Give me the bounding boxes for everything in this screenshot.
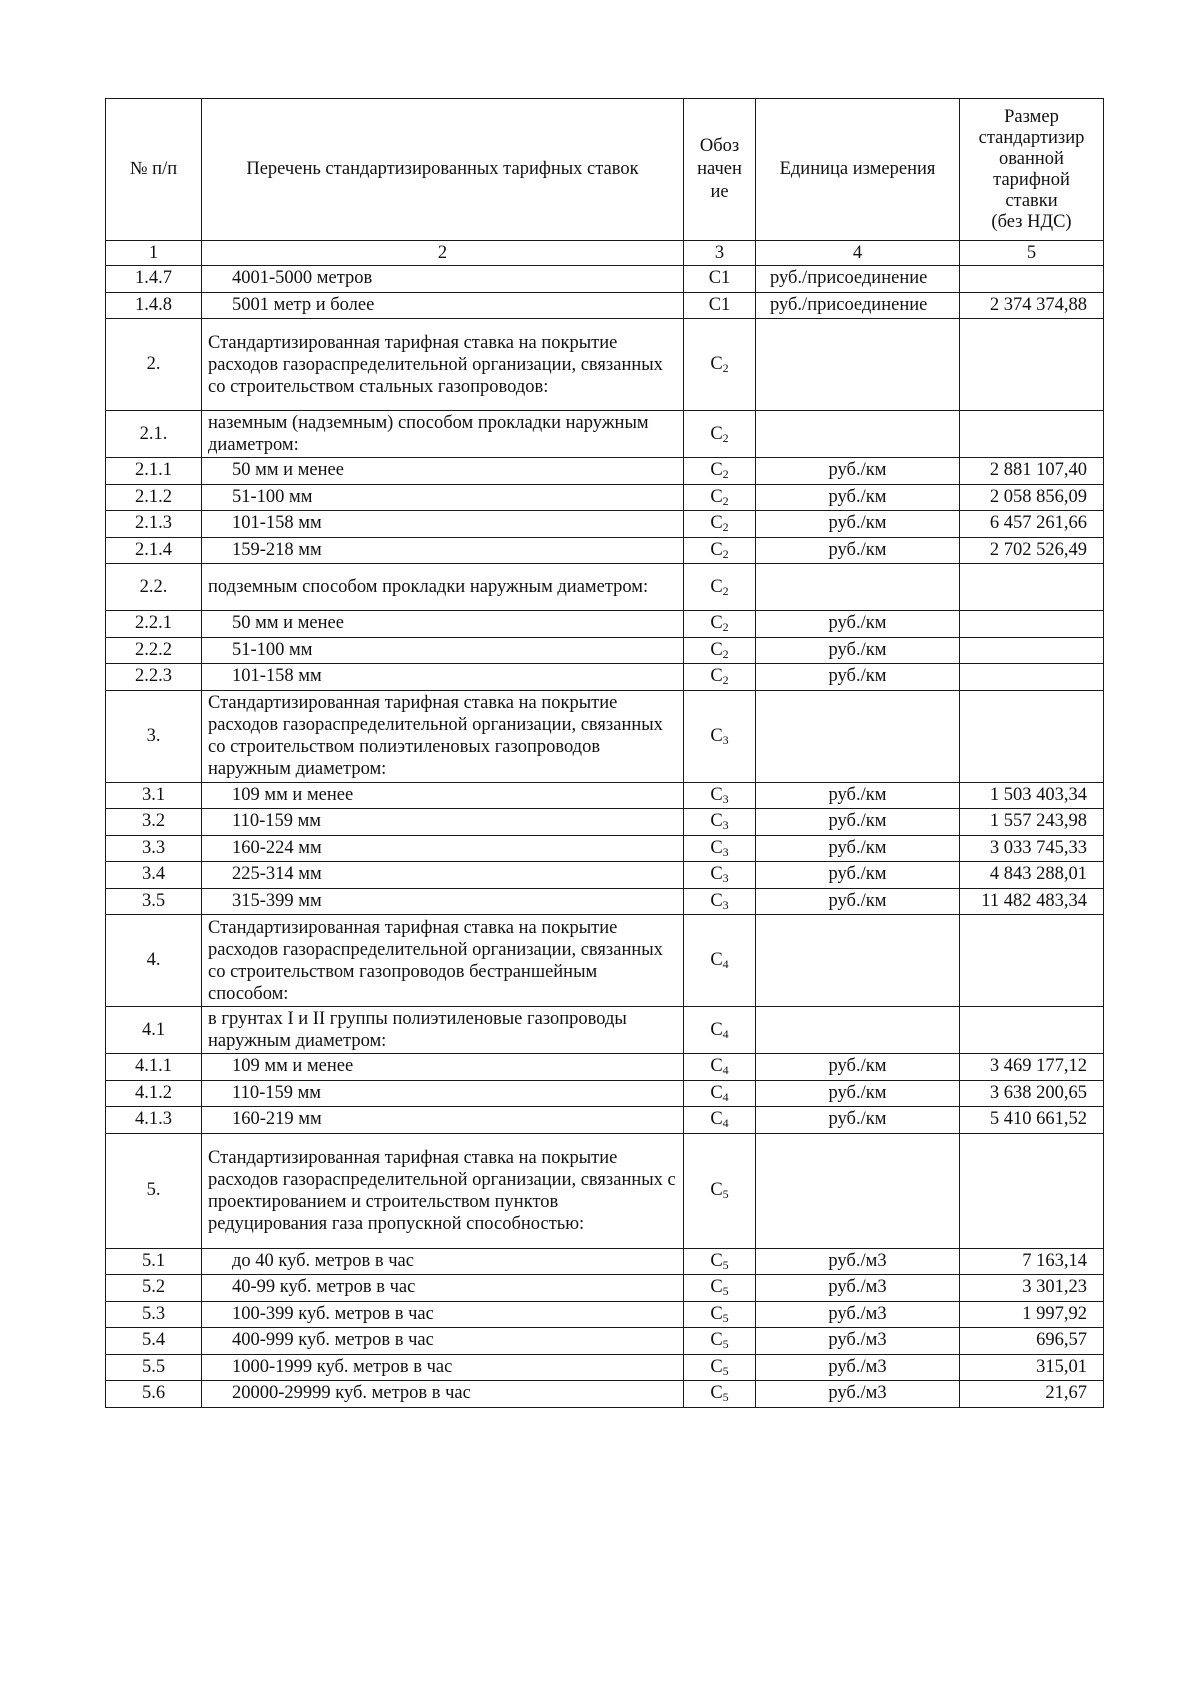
table-row xyxy=(106,292,1104,319)
rate-value xyxy=(960,664,1104,691)
rate-value: 1 557 243,98 xyxy=(960,809,1104,836)
table-row xyxy=(106,664,1104,691)
unit-of-measure xyxy=(756,1007,960,1054)
rate-value xyxy=(960,690,1104,782)
rate-designation xyxy=(684,292,756,319)
table-row xyxy=(106,458,1104,485)
row-number: 4. xyxy=(106,915,202,1007)
designation-letter: C xyxy=(710,1109,723,1130)
designation-letter: C xyxy=(710,576,723,597)
rate-name: 4001-5000 метров xyxy=(202,266,684,293)
rate-designation xyxy=(684,611,756,638)
rate-value xyxy=(960,411,1104,458)
subsection-row xyxy=(106,564,1104,611)
rate-designation xyxy=(684,782,756,809)
section-row xyxy=(106,915,1104,1007)
designation-subscript: 5 xyxy=(722,1337,729,1352)
unit-of-measure: руб./км xyxy=(756,1080,960,1107)
rate-value: 2 374 374,88 xyxy=(960,292,1104,319)
row-number: 4.1 xyxy=(106,1007,202,1054)
unit-of-measure: руб./присоединение xyxy=(756,266,960,293)
designation-letter: C xyxy=(710,666,723,687)
rate-designation xyxy=(684,1381,756,1408)
unit-of-measure xyxy=(756,564,960,611)
column-number: 1 xyxy=(106,241,202,266)
designation-letter: C xyxy=(710,423,723,444)
rate-name: 50 мм и менее xyxy=(202,611,684,638)
rate-name: 40-99 куб. метров в час xyxy=(202,1275,684,1302)
table-row xyxy=(106,1248,1104,1275)
designation-subscript: 2 xyxy=(722,673,729,688)
rate-value xyxy=(960,266,1104,293)
designation-subscript: 4 xyxy=(722,1116,729,1131)
rate-name: подземным способом прокладки наружным диаметром: xyxy=(202,564,684,611)
row-number: 1.4.7 xyxy=(106,266,202,293)
rate-name: Стандартизированная тарифная ставка на покрытие расходов газораспределительной организации, связанных со строительством стальных газопроводов: xyxy=(202,319,684,411)
designation-letter: C xyxy=(710,486,723,507)
rate-value xyxy=(960,915,1104,1007)
designation-letter: C xyxy=(710,1056,723,1077)
designation-letter: C xyxy=(710,639,723,660)
rate-name: 101-158 мм xyxy=(202,511,684,538)
subsection-row xyxy=(106,1007,1104,1054)
unit-of-measure: руб./км xyxy=(756,458,960,485)
unit-of-measure xyxy=(756,690,960,782)
row-number: 3.3 xyxy=(106,835,202,862)
rate-value xyxy=(960,319,1104,411)
header-col-designation: Обоз начен ие xyxy=(684,99,756,241)
table-row xyxy=(106,809,1104,836)
rate-name: 160-224 мм xyxy=(202,835,684,862)
table-row xyxy=(106,1275,1104,1302)
row-number: 5.1 xyxy=(106,1248,202,1275)
column-number: 3 xyxy=(684,241,756,266)
rate-designation xyxy=(684,319,756,411)
table-row xyxy=(106,637,1104,664)
designation-letter: C xyxy=(710,864,723,885)
designation-letter: C xyxy=(710,784,723,805)
rate-name: 225-314 мм xyxy=(202,862,684,889)
unit-of-measure xyxy=(756,1133,960,1248)
designation-subscript: 2 xyxy=(722,467,729,482)
rate-designation xyxy=(684,1054,756,1081)
tariff-rates-table xyxy=(105,98,1104,1408)
unit-of-measure: руб./м3 xyxy=(756,1301,960,1328)
column-number: 5 xyxy=(960,241,1104,266)
table-row xyxy=(106,484,1104,511)
designation-subscript: 5 xyxy=(722,1284,729,1299)
row-number: 2.2.2 xyxy=(106,637,202,664)
rate-value: 7 163,14 xyxy=(960,1248,1104,1275)
designation-letter: C xyxy=(710,460,723,481)
unit-of-measure: руб./км xyxy=(756,664,960,691)
rate-value: 2 881 107,40 xyxy=(960,458,1104,485)
row-number: 2.1.4 xyxy=(106,537,202,564)
row-number: 3.4 xyxy=(106,862,202,889)
rate-name: 110-159 мм xyxy=(202,1080,684,1107)
rate-value: 3 638 200,65 xyxy=(960,1080,1104,1107)
rate-name: 51-100 мм xyxy=(202,637,684,664)
rate-designation xyxy=(684,809,756,836)
rate-designation xyxy=(684,690,756,782)
row-number: 2.2. xyxy=(106,564,202,611)
row-number: 5.2 xyxy=(106,1275,202,1302)
table-row xyxy=(106,782,1104,809)
row-number: 4.1.2 xyxy=(106,1080,202,1107)
header-col-rate: Размер стандартизир ованной тарифной ставки (без НДС) xyxy=(960,99,1104,241)
designation-letter: С1 xyxy=(708,294,731,315)
table-row xyxy=(106,1080,1104,1107)
rate-name: наземным (надземным) способом прокладки наружным диаметром: xyxy=(202,411,684,458)
section-row xyxy=(106,690,1104,782)
rate-name: 100-399 куб. метров в час xyxy=(202,1301,684,1328)
row-number: 4.1.3 xyxy=(106,1107,202,1134)
rate-value xyxy=(960,611,1104,638)
designation-subscript: 2 xyxy=(722,430,729,445)
designation-letter: C xyxy=(710,1303,723,1324)
designation-subscript: 3 xyxy=(722,844,729,859)
row-number: 2.1.2 xyxy=(106,484,202,511)
rate-designation xyxy=(684,664,756,691)
rate-name: 101-158 мм xyxy=(202,664,684,691)
rate-value: 3 469 177,12 xyxy=(960,1054,1104,1081)
rate-designation xyxy=(684,637,756,664)
unit-of-measure: руб./км xyxy=(756,835,960,862)
rate-designation xyxy=(684,1275,756,1302)
designation-letter: C xyxy=(710,1383,723,1404)
unit-of-measure: руб./м3 xyxy=(756,1275,960,1302)
row-number: 5.5 xyxy=(106,1354,202,1381)
rate-value: 11 482 483,34 xyxy=(960,888,1104,915)
designation-subscript: 4 xyxy=(722,1026,729,1041)
table-row xyxy=(106,888,1104,915)
rate-designation xyxy=(684,484,756,511)
table-row xyxy=(106,1328,1104,1355)
designation-subscript: 5 xyxy=(722,1310,729,1325)
rate-designation xyxy=(684,411,756,458)
rate-designation xyxy=(684,915,756,1007)
column-numbers-row xyxy=(106,241,1104,266)
rate-value: 696,57 xyxy=(960,1328,1104,1355)
row-number: 2.2.1 xyxy=(106,611,202,638)
rate-name: до 40 куб. метров в час xyxy=(202,1248,684,1275)
designation-subscript: 2 xyxy=(722,520,729,535)
table-row xyxy=(106,1301,1104,1328)
designation-subscript: 2 xyxy=(722,546,729,561)
designation-subscript: 4 xyxy=(722,1089,729,1104)
unit-of-measure: руб./км xyxy=(756,1107,960,1134)
rate-name: в грунтах I и II группы полиэтиленовые газопроводы наружным диаметром: xyxy=(202,1007,684,1054)
unit-of-measure: руб./км xyxy=(756,637,960,664)
rate-value: 2 058 856,09 xyxy=(960,484,1104,511)
designation-subscript: 4 xyxy=(722,1063,729,1078)
rate-value: 315,01 xyxy=(960,1354,1104,1381)
rate-value: 6 457 261,66 xyxy=(960,511,1104,538)
rate-designation xyxy=(684,888,756,915)
unit-of-measure: руб./км xyxy=(756,611,960,638)
designation-subscript: 4 xyxy=(722,957,729,971)
designation-letter: C xyxy=(710,811,723,832)
designation-letter: C xyxy=(710,725,723,746)
designation-subscript: 2 xyxy=(722,583,729,598)
designation-subscript: 2 xyxy=(722,361,729,375)
unit-of-measure: руб./м3 xyxy=(756,1328,960,1355)
rate-name: 51-100 мм xyxy=(202,484,684,511)
rate-designation xyxy=(684,266,756,293)
table-row xyxy=(106,266,1104,293)
unit-of-measure: руб./км xyxy=(756,1054,960,1081)
rate-value: 4 843 288,01 xyxy=(960,862,1104,889)
rate-designation xyxy=(684,862,756,889)
designation-letter: C xyxy=(710,1330,723,1351)
table-row xyxy=(106,511,1104,538)
rate-designation xyxy=(684,1007,756,1054)
rate-name: 109 мм и менее xyxy=(202,1054,684,1081)
rate-value: 3 301,23 xyxy=(960,1275,1104,1302)
designation-subscript: 2 xyxy=(722,620,729,635)
row-number: 4.1.1 xyxy=(106,1054,202,1081)
table-row xyxy=(106,1107,1104,1134)
designation-letter: C xyxy=(710,1019,723,1040)
table-row xyxy=(106,537,1104,564)
table-row xyxy=(106,1381,1104,1408)
designation-letter: С1 xyxy=(708,268,731,289)
rate-name: Стандартизированная тарифная ставка на покрытие расходов газораспределительной организации, связанных с проектированием и строительством пунктов редуцирования газа пропускной способностью: xyxy=(202,1133,684,1248)
row-number: 3. xyxy=(106,690,202,782)
designation-subscript: 5 xyxy=(722,1187,729,1201)
row-number: 2.2.3 xyxy=(106,664,202,691)
row-number: 5.3 xyxy=(106,1301,202,1328)
rate-name: 160-219 мм xyxy=(202,1107,684,1134)
rate-name: 20000-29999 куб. метров в час xyxy=(202,1381,684,1408)
row-number: 5.4 xyxy=(106,1328,202,1355)
designation-subscript: 5 xyxy=(722,1363,729,1378)
row-number: 2.1. xyxy=(106,411,202,458)
rate-name: 400-999 куб. метров в час xyxy=(202,1328,684,1355)
rate-value xyxy=(960,1133,1104,1248)
rate-name: 5001 метр и более xyxy=(202,292,684,319)
designation-letter: C xyxy=(710,613,723,634)
rate-name: 109 мм и менее xyxy=(202,782,684,809)
header-col-number: № п/п xyxy=(106,99,202,241)
unit-of-measure: руб./км xyxy=(756,484,960,511)
unit-of-measure xyxy=(756,915,960,1007)
designation-subscript: 5 xyxy=(722,1390,729,1405)
rate-designation xyxy=(684,1248,756,1275)
table-row xyxy=(106,1054,1104,1081)
designation-letter: C xyxy=(710,1356,723,1377)
designation-subscript: 3 xyxy=(722,818,729,833)
designation-subscript: 5 xyxy=(722,1257,729,1272)
row-number: 3.2 xyxy=(106,809,202,836)
table-row xyxy=(106,862,1104,889)
rate-value xyxy=(960,1007,1104,1054)
unit-of-measure: руб./км xyxy=(756,537,960,564)
unit-of-measure: руб./км xyxy=(756,809,960,836)
rate-designation xyxy=(684,564,756,611)
unit-of-measure: руб./присоединение xyxy=(756,292,960,319)
row-number: 3.5 xyxy=(106,888,202,915)
unit-of-measure: руб./км xyxy=(756,888,960,915)
unit-of-measure xyxy=(756,411,960,458)
subsection-row xyxy=(106,411,1104,458)
rate-designation xyxy=(684,835,756,862)
unit-of-measure: руб./км xyxy=(756,862,960,889)
row-number: 3.1 xyxy=(106,782,202,809)
rate-designation xyxy=(684,511,756,538)
rate-value: 21,67 xyxy=(960,1381,1104,1408)
row-number: 2. xyxy=(106,319,202,411)
unit-of-measure: руб./км xyxy=(756,511,960,538)
designation-letter: C xyxy=(710,539,723,560)
designation-letter: C xyxy=(710,837,723,858)
rate-name: Стандартизированная тарифная ставка на покрытие расходов газораспределительной организации, связанных со строительством газопроводов бестраншейным способом: xyxy=(202,915,684,1007)
column-number: 4 xyxy=(756,241,960,266)
rate-name: Стандартизированная тарифная ставка на покрытие расходов газораспределительной организации, связанных со строительством полиэтиленовых газопроводов наружным диаметром: xyxy=(202,690,684,782)
table-row xyxy=(106,835,1104,862)
rate-name: 315-399 мм xyxy=(202,888,684,915)
unit-of-measure: руб./м3 xyxy=(756,1248,960,1275)
unit-of-measure: руб./м3 xyxy=(756,1381,960,1408)
column-number: 2 xyxy=(202,241,684,266)
row-number: 2.1.1 xyxy=(106,458,202,485)
rate-value: 1 997,92 xyxy=(960,1301,1104,1328)
rate-value: 1 503 403,34 xyxy=(960,782,1104,809)
designation-letter: C xyxy=(710,1180,723,1200)
designation-subscript: 3 xyxy=(722,871,729,886)
designation-letter: C xyxy=(710,513,723,534)
row-number: 2.1.3 xyxy=(106,511,202,538)
rate-value: 2 702 526,49 xyxy=(960,537,1104,564)
rate-value: 5 410 661,52 xyxy=(960,1107,1104,1134)
section-row xyxy=(106,1133,1104,1248)
designation-subscript: 3 xyxy=(722,897,729,912)
row-number: 5. xyxy=(106,1133,202,1248)
rate-designation xyxy=(684,1354,756,1381)
section-row xyxy=(106,319,1104,411)
rate-name: 1000-1999 куб. метров в час xyxy=(202,1354,684,1381)
designation-subscript: 2 xyxy=(722,493,729,508)
unit-of-measure: руб./км xyxy=(756,782,960,809)
designation-letter: C xyxy=(710,1250,723,1271)
designation-subscript: 3 xyxy=(722,791,729,806)
rate-designation xyxy=(684,537,756,564)
header-row xyxy=(106,99,1104,241)
row-number: 5.6 xyxy=(106,1381,202,1408)
designation-subscript: 2 xyxy=(722,646,729,661)
designation-letter: C xyxy=(710,1277,723,1298)
unit-of-measure: руб./м3 xyxy=(756,1354,960,1381)
designation-letter: C xyxy=(710,890,723,911)
rate-designation xyxy=(684,1107,756,1134)
rate-name: 159-218 мм xyxy=(202,537,684,564)
row-number: 1.4.8 xyxy=(106,292,202,319)
rate-name: 110-159 мм xyxy=(202,809,684,836)
designation-letter: C xyxy=(710,950,723,970)
rate-value xyxy=(960,637,1104,664)
rate-value xyxy=(960,564,1104,611)
header-col-list: Перечень стандартизированных тарифных ставок xyxy=(202,99,684,241)
unit-of-measure xyxy=(756,319,960,411)
rate-name: 50 мм и менее xyxy=(202,458,684,485)
designation-letter: C xyxy=(710,354,723,374)
rate-designation xyxy=(684,1080,756,1107)
rate-value: 3 033 745,33 xyxy=(960,835,1104,862)
rate-designation xyxy=(684,1133,756,1248)
table-row xyxy=(106,611,1104,638)
rate-designation xyxy=(684,458,756,485)
rate-designation xyxy=(684,1301,756,1328)
designation-letter: C xyxy=(710,1082,723,1103)
rate-designation xyxy=(684,1328,756,1355)
designation-subscript: 3 xyxy=(722,732,729,747)
header-col-unit: Единица измерения xyxy=(756,99,960,241)
table-row xyxy=(106,1354,1104,1381)
